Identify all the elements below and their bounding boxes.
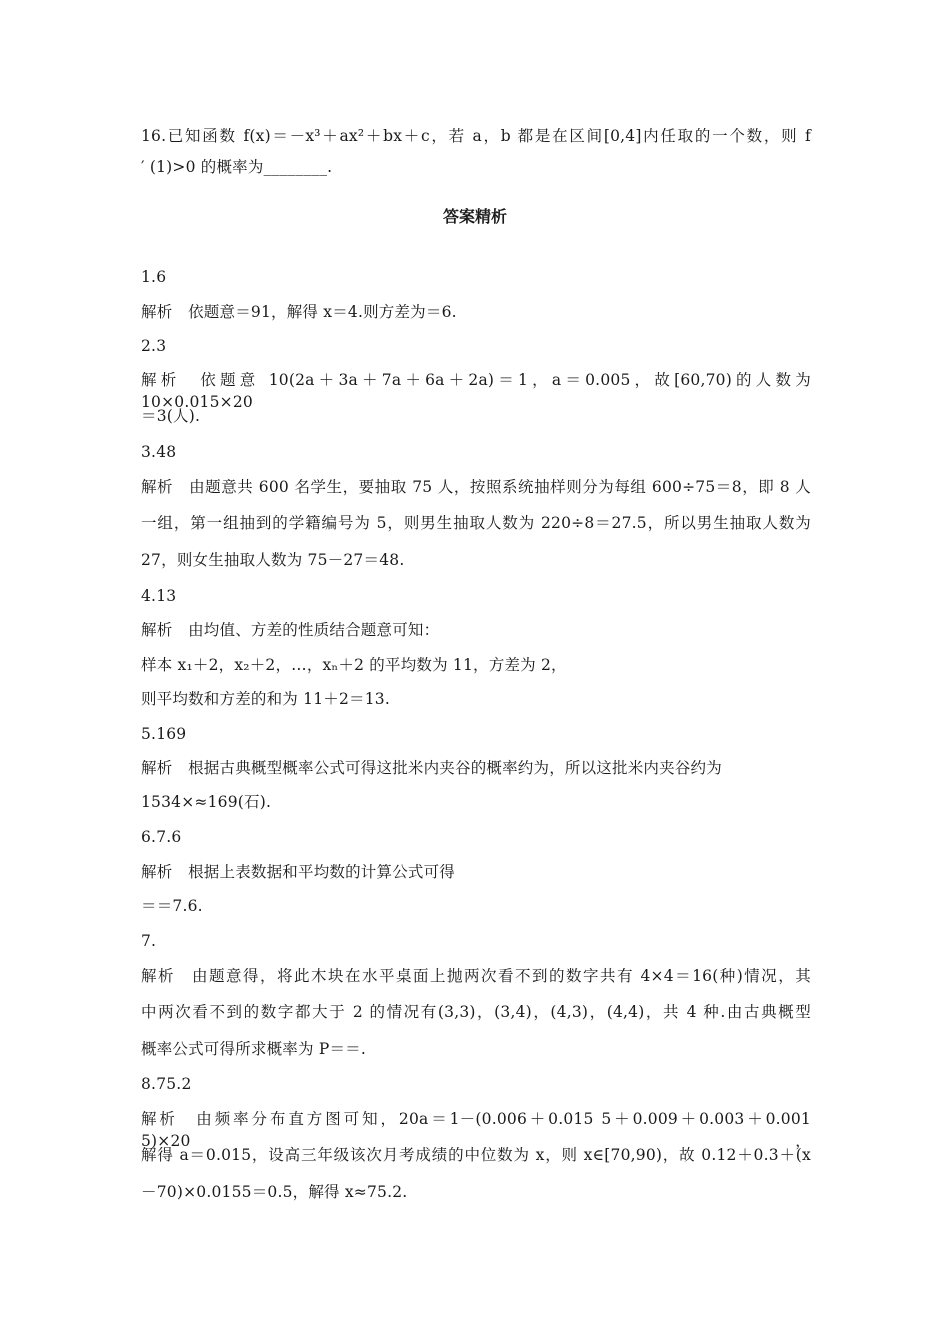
question-16-line-1: 16.已知函数 f(x)＝－x³＋ax²＋bx＋c，若 a，b 都是在区间[0,4]内任取的一个数，则 f	[141, 127, 811, 145]
answer-5-explanation-line-1: 解析 根据古典概型概率公式可得这批米内夹谷的概率约为，所以这批米内夹谷约为	[141, 759, 722, 777]
answer-8-explanation-line-3: －70)×0.0155＝0.5，解得 x≈75.2.	[141, 1183, 408, 1201]
answer-7-number: 7.	[141, 932, 157, 950]
answer-3-number: 3.48	[141, 443, 177, 461]
answer-4-explanation-line-3: 则平均数和方差的和为 11＋2＝13.	[141, 690, 390, 708]
answer-5-number: 5.169	[141, 725, 187, 743]
answer-8-explanation-line-2: 解得 a＝0.015，设高三年级该次月考成绩的中位数为 x，则 x∈[70,90)，故 0.12＋0.3＋(x	[141, 1146, 811, 1164]
answer-heading: 答案精析	[442, 207, 507, 226]
answer-6-number: 6.7.6	[141, 828, 182, 846]
answer-4-explanation-line-2: 样本 x₁＋2，x₂＋2，…，xₙ＋2 的平均数为 11，方差为 2，	[141, 656, 567, 674]
answer-6-explanation-line-2: ＝＝7.6.	[141, 897, 203, 915]
answer-8-explanation-line-1: 解析 由频率分布直方图可知，20a＝1－(0.006＋0.015 5＋0.009＋0.003＋0.001 5)×20，	[141, 1110, 811, 1150]
answer-7-explanation-line-2: 中两次看不到的数字都大于 2 的情况有(3,3)，(3,4)，(4,3)，(4,4)，共 4 种.由古典概型	[141, 1003, 811, 1021]
answer-4-explanation-line-1: 解析 由均值、方差的性质结合题意可知：	[141, 621, 440, 639]
answer-5-explanation-line-2: 1534×≈169(石).	[141, 793, 272, 811]
answer-2-explanation-line-1: 解析 依题意 10(2a＋3a＋7a＋6a＋2a)＝1，a＝0.005，故[60,70)的人数为 10×0.015×20	[141, 371, 811, 411]
answer-7-explanation-line-3: 概率公式可得所求概率为 P＝＝.	[141, 1040, 366, 1058]
answer-2-number: 2.3	[141, 337, 167, 355]
answer-1-explanation: 解析 依题意＝91，解得 x＝4.则方差为＝6.	[141, 303, 457, 321]
answer-4-number: 4.13	[141, 587, 177, 605]
answer-6-explanation-line-1: 解析 根据上表数据和平均数的计算公式可得	[141, 863, 456, 881]
answer-3-explanation-line-2: 一组，第一组抽到的学籍编号为 5，则男生抽取人数为 220÷8＝27.5，所以男生抽取人数为	[141, 514, 811, 532]
answer-8-number: 8.75.2	[141, 1075, 192, 1093]
question-16-line-2: ′ (1)>0 的概率为________.	[141, 158, 333, 176]
answer-2-explanation-line-2: ＝3(人).	[141, 407, 201, 425]
answer-3-explanation-line-3: 27，则女生抽取人数为 75－27＝48.	[141, 551, 405, 569]
answer-1-number: 1.6	[141, 268, 167, 286]
answer-7-explanation-line-1: 解析 由题意得，将此木块在水平桌面上抛两次看不到的数字共有 4×4＝16(种)情况，其	[141, 967, 811, 985]
answer-3-explanation-line-1: 解析 由题意共 600 名学生，要抽取 75 人，按照系统抽样则分为每组 600÷75＝8，即 8 人	[141, 478, 811, 496]
